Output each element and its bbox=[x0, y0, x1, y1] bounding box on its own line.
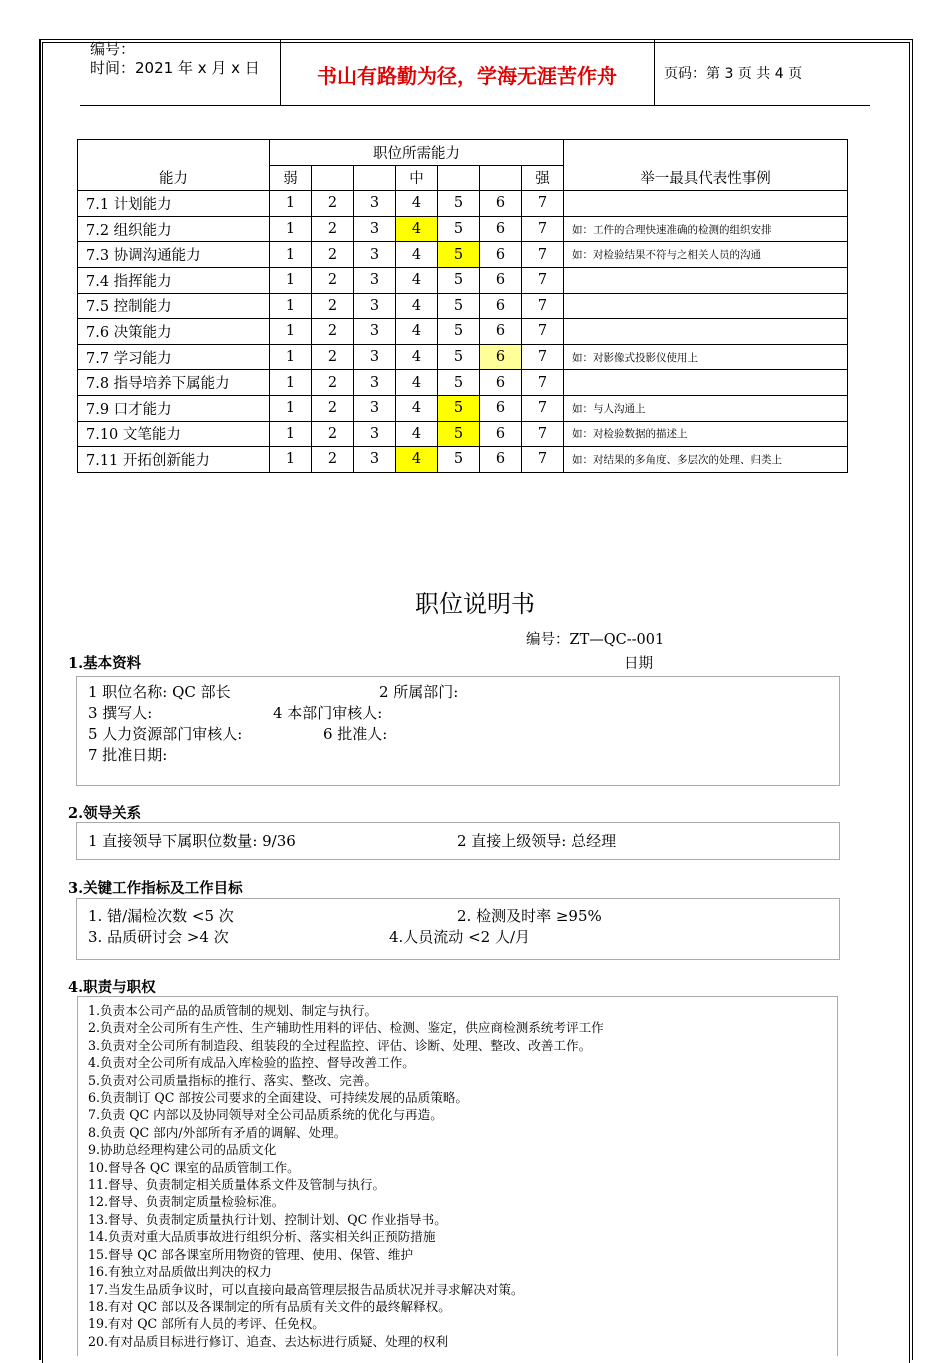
scale-cell: 2 bbox=[312, 216, 354, 242]
selected-scale-cell: 5 bbox=[438, 421, 480, 447]
hr-reviewer: 5 人力资源部门审核人: bbox=[88, 725, 243, 743]
scale-cell: 4 bbox=[396, 344, 438, 370]
kpi-item: 4.人员流动 <2 人/月 bbox=[389, 928, 531, 946]
scale-cell: 3 bbox=[354, 447, 396, 473]
scale-cell: 6 bbox=[480, 447, 522, 473]
page-header bbox=[80, 40, 870, 106]
scale-cell: 2 bbox=[312, 370, 354, 396]
writer: 3 撰写人: bbox=[88, 704, 153, 722]
scale-cell: 1 bbox=[270, 447, 312, 473]
ability-table bbox=[77, 139, 848, 473]
ability-row bbox=[78, 242, 848, 268]
section-kpi-heading: 3.关键工作指标及工作目标 bbox=[68, 880, 243, 897]
duty-item: 7.负责 QC 内部以及协同领导对全公司品质系统的优化与再造。 bbox=[88, 1107, 443, 1123]
ability-name: 7.3 协调沟通能力 bbox=[78, 242, 270, 268]
scale-cell: 3 bbox=[354, 293, 396, 319]
scale-cell: 7 bbox=[522, 344, 564, 370]
scale-cell: 7 bbox=[522, 421, 564, 447]
scale-cell: 5 bbox=[438, 370, 480, 396]
scale-cell: 1 bbox=[270, 216, 312, 242]
ability-example: 如：对结果的多角度、多层次的处理、归类上 bbox=[564, 447, 848, 473]
scale-cell: 3 bbox=[354, 395, 396, 421]
document-time: 时间：2021 年 x 月 x 日 bbox=[90, 59, 260, 77]
scale-cell: 2 bbox=[312, 447, 354, 473]
scale-cell: 2 bbox=[312, 293, 354, 319]
document-number-label: 编号： bbox=[90, 40, 136, 58]
scale-cell: 6 bbox=[480, 191, 522, 217]
ability-name: 7.6 决策能力 bbox=[78, 319, 270, 345]
scale-cell: 1 bbox=[270, 370, 312, 396]
ability-example: 如：对影像式投影仪使用上 bbox=[564, 344, 848, 370]
subordinate-count: 1 直接领导下属职位数量: 9/36 bbox=[88, 832, 296, 850]
header-meta bbox=[90, 40, 280, 78]
document-number: 编号：ZT—QC--001 bbox=[526, 632, 665, 648]
scale-cell: 7 bbox=[522, 447, 564, 473]
basic-info-box bbox=[76, 676, 840, 786]
scale-blank bbox=[312, 165, 354, 191]
kpi-item: 2. 检测及时率 ≥95% bbox=[457, 907, 602, 925]
scale-cell: 1 bbox=[270, 395, 312, 421]
duty-item: 6.负责制订 QC 部按公司要求的全面建设、可持续发展的品质策略。 bbox=[88, 1090, 469, 1106]
scale-cell: 1 bbox=[270, 242, 312, 268]
duty-item: 17.当发生品质争议时，可以直接向最高管理层报告品质状况并寻求解决对策。 bbox=[88, 1281, 524, 1297]
duty-item: 5.负责对公司质量指标的推行、落实、整改、完善。 bbox=[88, 1072, 378, 1088]
kpi-box bbox=[76, 898, 840, 960]
scale-cell: 4 bbox=[396, 421, 438, 447]
scale-cell: 5 bbox=[438, 191, 480, 217]
ability-name: 7.11 开拓创新能力 bbox=[78, 447, 270, 473]
duty-item: 1.负责本公司产品的品质管制的规划、制定与执行。 bbox=[88, 1003, 378, 1018]
duty-item: 9.协助总经理构建公司的品质文化 bbox=[88, 1142, 277, 1158]
ability-name: 7.2 组织能力 bbox=[78, 216, 270, 242]
scale-cell: 3 bbox=[354, 421, 396, 447]
document-title: 职位说明书 bbox=[415, 590, 535, 618]
scale-cell: 3 bbox=[354, 267, 396, 293]
scale-blank bbox=[438, 165, 480, 191]
scale-cell: 4 bbox=[396, 191, 438, 217]
duty-item: 15.督导 QC 部各课室所用物资的管理、使用、保管、维护 bbox=[88, 1246, 414, 1262]
kpi-item: 1. 错/漏检次数 <5 次 bbox=[88, 907, 234, 925]
scale-cell: 3 bbox=[354, 242, 396, 268]
direct-superior: 2 直接上级领导: 总经理 bbox=[457, 832, 617, 850]
scale-cell: 4 bbox=[396, 267, 438, 293]
example-header: 举一最具代表性事例 bbox=[564, 140, 848, 191]
ability-name: 7.8 指导培养下属能力 bbox=[78, 370, 270, 396]
scale-cell: 6 bbox=[480, 216, 522, 242]
duties-box bbox=[77, 996, 838, 1356]
scale-blank bbox=[480, 165, 522, 191]
ability-row bbox=[78, 447, 848, 473]
page-number: 页码：第 3 页 共 4 页 bbox=[664, 66, 803, 82]
required-ability-header: 职位所需能力 bbox=[270, 140, 564, 166]
scale-weak: 弱 bbox=[270, 165, 312, 191]
scale-cell: 4 bbox=[396, 395, 438, 421]
scale-cell: 1 bbox=[270, 293, 312, 319]
ability-example bbox=[564, 293, 848, 319]
ability-example bbox=[564, 370, 848, 396]
leadership-box bbox=[76, 822, 840, 860]
selected-scale-cell: 4 bbox=[396, 447, 438, 473]
duty-item: 13.督导、负责制定质量执行计划、控制计划、QC 作业指导书。 bbox=[88, 1211, 447, 1227]
scale-blank bbox=[354, 165, 396, 191]
selected-scale-cell: 4 bbox=[396, 216, 438, 242]
scale-cell: 5 bbox=[438, 319, 480, 345]
duty-item: 4.负责对全公司所有成品入库检验的监控、督导改善工作。 bbox=[88, 1055, 415, 1071]
scale-cell: 5 bbox=[438, 344, 480, 370]
date-label: 日期 bbox=[624, 656, 653, 672]
approval-date: 7 批准日期: bbox=[88, 746, 168, 764]
scale-cell: 3 bbox=[354, 216, 396, 242]
section-duties-heading: 4.职责与职权 bbox=[68, 979, 156, 996]
scale-cell: 7 bbox=[522, 216, 564, 242]
scale-cell: 7 bbox=[522, 370, 564, 396]
scale-cell: 2 bbox=[312, 242, 354, 268]
scale-cell: 4 bbox=[396, 293, 438, 319]
scale-mid: 中 bbox=[396, 165, 438, 191]
scale-cell: 7 bbox=[522, 191, 564, 217]
scale-cell: 6 bbox=[480, 267, 522, 293]
duty-item: 14.负责对重大品质事故进行组织分析、落实相关纠正预防措施 bbox=[88, 1229, 436, 1245]
scale-cell: 1 bbox=[270, 344, 312, 370]
scale-cell: 4 bbox=[396, 242, 438, 268]
scale-cell: 1 bbox=[270, 191, 312, 217]
ability-example: 如：对检验数据的描述上 bbox=[564, 421, 848, 447]
department: 2 所属部门: bbox=[379, 683, 459, 701]
ability-row bbox=[78, 293, 848, 319]
scale-cell: 2 bbox=[312, 395, 354, 421]
duty-item: 3.负责对全公司所有制造段、组装段的全过程监控、评估、诊断、处理、整改、改善工作。 bbox=[88, 1037, 592, 1053]
duty-item: 18.有对 QC 部以及各课制定的所有品质有关文件的最终解释权。 bbox=[88, 1298, 451, 1314]
position-name: 1 职位名称: QC 部长 bbox=[88, 683, 231, 701]
scale-strong: 强 bbox=[522, 165, 564, 191]
scale-cell: 7 bbox=[522, 242, 564, 268]
scale-cell: 6 bbox=[480, 395, 522, 421]
section-basic-info-heading: 1.基本资料 bbox=[68, 655, 142, 672]
ability-example: 如：工件的合理快速准确的检测的组织安排 bbox=[564, 216, 848, 242]
ability-name: 7.4 指挥能力 bbox=[78, 267, 270, 293]
scale-cell: 4 bbox=[396, 319, 438, 345]
ability-example bbox=[564, 191, 848, 217]
ability-name: 7.7 学习能力 bbox=[78, 344, 270, 370]
section-leadership-heading: 2.领导关系 bbox=[68, 805, 142, 822]
header-divider bbox=[654, 40, 655, 105]
ability-example bbox=[564, 267, 848, 293]
duty-item: 2.负责对全公司所有生产性、生产辅助性用料的评估、检测、鉴定，供应商检测系统考评工作 bbox=[88, 1020, 604, 1036]
ability-row bbox=[78, 395, 848, 421]
approver: 6 批准人: bbox=[323, 725, 388, 743]
scale-cell: 6 bbox=[480, 293, 522, 319]
ability-row bbox=[78, 344, 848, 370]
ability-name: 7.1 计划能力 bbox=[78, 191, 270, 217]
scale-cell: 7 bbox=[522, 395, 564, 421]
duty-item: 12.督导、负责制定质量检验标准。 bbox=[88, 1194, 285, 1210]
scale-cell: 3 bbox=[354, 191, 396, 217]
scale-cell: 4 bbox=[396, 370, 438, 396]
ability-header: 能力 bbox=[78, 140, 270, 191]
ability-row bbox=[78, 216, 848, 242]
ability-name: 7.9 口才能力 bbox=[78, 395, 270, 421]
duty-item: 10.督导各 QC 课室的品质管制工作。 bbox=[88, 1159, 300, 1175]
duty-item: 16.有独立对品质做出判决的权力 bbox=[88, 1264, 272, 1280]
duty-item: 20.有对品质目标进行修订、追查、去达标进行质疑、处理的权利 bbox=[88, 1333, 449, 1349]
scale-cell: 3 bbox=[354, 344, 396, 370]
scale-cell: 2 bbox=[312, 344, 354, 370]
scale-cell: 6 bbox=[480, 370, 522, 396]
ability-name: 7.5 控制能力 bbox=[78, 293, 270, 319]
scale-cell: 5 bbox=[438, 267, 480, 293]
scale-cell: 7 bbox=[522, 293, 564, 319]
scale-cell: 1 bbox=[270, 319, 312, 345]
scale-cell: 7 bbox=[522, 267, 564, 293]
scale-cell: 1 bbox=[270, 267, 312, 293]
ability-row bbox=[78, 267, 848, 293]
scale-cell: 3 bbox=[354, 370, 396, 396]
duty-item: 8.负责 QC 部内/外部所有矛盾的调解、处理。 bbox=[88, 1124, 347, 1140]
duty-item: 19.有对 QC 部所有人员的考评、任免权。 bbox=[88, 1316, 325, 1332]
scale-cell: 5 bbox=[438, 216, 480, 242]
ability-example bbox=[564, 319, 848, 345]
scale-cell: 5 bbox=[438, 447, 480, 473]
scale-cell: 6 bbox=[480, 319, 522, 345]
ability-example: 如：对检验结果不符与之相关人员的沟通 bbox=[564, 242, 848, 268]
header-motto: 书山有路勤为径，学海无涯苦作舟 bbox=[317, 64, 617, 88]
scale-cell: 6 bbox=[480, 242, 522, 268]
scale-cell: 2 bbox=[312, 421, 354, 447]
ability-row bbox=[78, 421, 848, 447]
ability-row bbox=[78, 191, 848, 217]
kpi-item: 3. 品质研讨会 >4 次 bbox=[88, 928, 229, 946]
ability-name: 7.10 文笔能力 bbox=[78, 421, 270, 447]
scale-cell: 3 bbox=[354, 319, 396, 345]
ability-row bbox=[78, 319, 848, 345]
scale-cell: 7 bbox=[522, 319, 564, 345]
ability-row bbox=[78, 370, 848, 396]
scale-cell: 6 bbox=[480, 421, 522, 447]
duty-item: 11.督导、负责制定相关质量体系文件及管制与执行。 bbox=[88, 1177, 386, 1193]
scale-cell: 2 bbox=[312, 191, 354, 217]
selected-scale-cell: 5 bbox=[438, 395, 480, 421]
scale-cell: 5 bbox=[438, 293, 480, 319]
department-reviewer: 4 本部门审核人: bbox=[273, 704, 383, 722]
scale-cell: 2 bbox=[312, 267, 354, 293]
selected-scale-cell: 5 bbox=[438, 242, 480, 268]
scale-cell: 1 bbox=[270, 421, 312, 447]
ability-example: 如：与人沟通上 bbox=[564, 395, 848, 421]
scale-cell: 2 bbox=[312, 319, 354, 345]
ability-table-body bbox=[78, 191, 848, 473]
selected-scale-cell: 6 bbox=[480, 344, 522, 370]
